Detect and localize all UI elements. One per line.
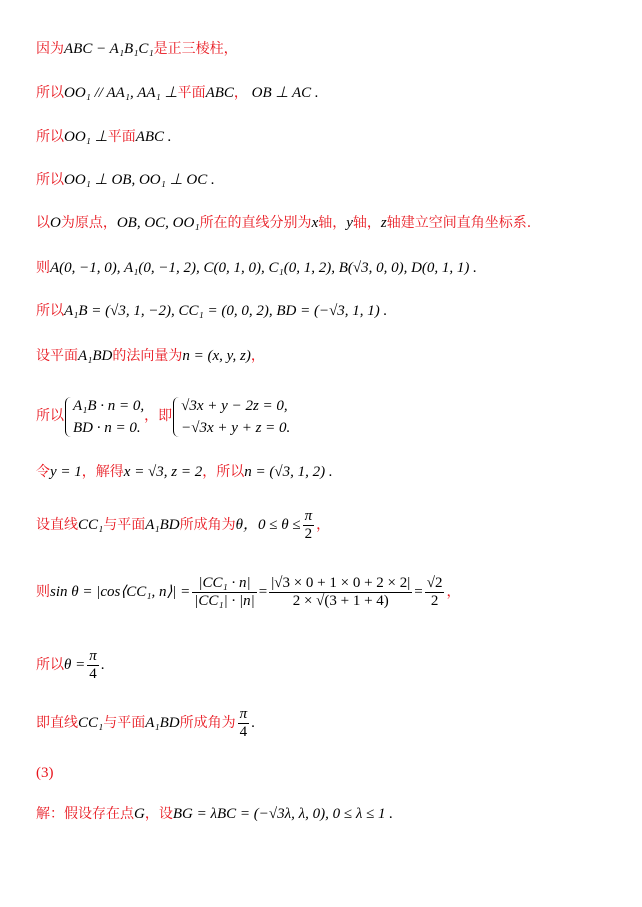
line-prism-statement bbox=[36, 40, 238, 58]
text: ，设 bbox=[144, 806, 173, 822]
numerator: |CC₁ · n| bbox=[192, 575, 256, 593]
text: 设平面 bbox=[36, 348, 78, 364]
text: ，解得 bbox=[81, 464, 124, 480]
line-sine-computation bbox=[36, 570, 460, 614]
math: CC₁ bbox=[78, 715, 104, 731]
math: A₁BD bbox=[78, 348, 113, 364]
equation: BD · n = 0. bbox=[73, 419, 141, 436]
numerator: π bbox=[304, 508, 313, 525]
text: 即直线 bbox=[36, 715, 78, 731]
math: A₁BD bbox=[145, 517, 180, 533]
fraction bbox=[192, 575, 256, 610]
math: sin θ = |cos⟨CC₁, n⟩| = bbox=[50, 584, 191, 600]
period: . bbox=[100, 657, 105, 673]
text: 所以 bbox=[36, 303, 64, 319]
text: 则 bbox=[36, 584, 50, 600]
denominator: 2 × √(3 + 1 + 4) bbox=[292, 593, 389, 610]
equation: √3x + y − 2z = 0, bbox=[181, 397, 288, 414]
math: x bbox=[311, 215, 319, 231]
fraction bbox=[269, 575, 412, 610]
text: 所在的直线分别为 bbox=[199, 215, 312, 231]
text: 与平面 bbox=[103, 517, 146, 533]
equals: = bbox=[258, 584, 268, 600]
line-vectors bbox=[36, 302, 387, 320]
math: A₁B = (√3, 1, −2), CC₁ = (0, 0, 2), BD = (−√3, 1, 1) . bbox=[64, 303, 388, 319]
text: 所成角为 bbox=[179, 517, 236, 533]
period: . bbox=[251, 715, 255, 731]
text: 平面 bbox=[107, 129, 136, 145]
text: 平面 bbox=[177, 85, 206, 101]
text: 所以 bbox=[36, 172, 64, 188]
math: OO₁ // AA₁, AA₁ ⊥ bbox=[64, 85, 178, 101]
line-coordinate-system bbox=[36, 214, 531, 232]
numerator: π bbox=[89, 648, 97, 665]
math: n = (x, y, z) bbox=[182, 348, 251, 364]
math: OB ⊥ AC . bbox=[251, 85, 319, 101]
math: z bbox=[380, 215, 387, 231]
equation-system-scalar bbox=[172, 395, 290, 439]
text: ，所以 bbox=[202, 464, 245, 480]
math: OO₁ ⊥ bbox=[64, 129, 108, 145]
math: OO₁ ⊥ OB, OO₁ ⊥ OC . bbox=[64, 172, 215, 188]
fraction bbox=[87, 648, 99, 683]
numerator: |√3 × 0 + 1 × 0 + 2 × 2| bbox=[271, 575, 411, 592]
text: 的法向量为 bbox=[112, 348, 183, 364]
text: 因为 bbox=[36, 41, 64, 57]
text: 所以 bbox=[36, 408, 64, 424]
text: 与平面 bbox=[103, 715, 146, 731]
numerator: π bbox=[239, 706, 248, 723]
line-theta-result bbox=[36, 646, 105, 684]
line-equation-systems bbox=[36, 392, 290, 440]
text: 轴建立空间直角坐标系. bbox=[386, 215, 532, 231]
equation: A₁B · n = 0, bbox=[73, 397, 145, 414]
text: 所以 bbox=[36, 129, 64, 145]
math: CC₁ bbox=[78, 517, 104, 533]
denominator: 4 bbox=[239, 724, 248, 741]
equation: −√3x + y + z = 0. bbox=[181, 419, 291, 436]
denominator: 2 bbox=[430, 593, 439, 610]
text: 以 bbox=[36, 215, 50, 231]
math: ABC . bbox=[135, 129, 172, 145]
denominator: 2 bbox=[304, 526, 313, 543]
line-angle-def bbox=[36, 506, 330, 544]
math: A(0, −1, 0), A₁(0, −1, 2), C(0, 1, 0), C₁(0, 1, 2), B(√3, 0, 0), D(0, 1, 1) . bbox=[50, 260, 477, 276]
math: ABC bbox=[205, 85, 234, 101]
line-solve-normal bbox=[36, 463, 333, 481]
text: 所以 bbox=[36, 657, 64, 673]
text: 所以 bbox=[36, 85, 64, 101]
math: n = (√3, 1, 2) . bbox=[244, 464, 333, 480]
line-parallel-perpendicular bbox=[36, 84, 319, 102]
fraction bbox=[303, 508, 315, 543]
line-normal-vector bbox=[36, 347, 265, 365]
line-part-3-label bbox=[36, 764, 54, 782]
line-oo1-perp-plane bbox=[36, 128, 172, 146]
text: ， bbox=[316, 517, 331, 533]
numerator: √2 bbox=[426, 575, 443, 592]
math: y bbox=[346, 215, 353, 231]
denominator: 4 bbox=[89, 666, 97, 683]
math: OB, OC, OO₁ bbox=[116, 215, 200, 231]
text: 设直线 bbox=[36, 517, 78, 533]
text: ， bbox=[233, 85, 248, 101]
text: 为原点， bbox=[60, 215, 117, 231]
text: ，即 bbox=[144, 408, 173, 424]
fraction bbox=[425, 575, 445, 610]
text: ， bbox=[446, 584, 461, 600]
math: O bbox=[50, 215, 61, 231]
text: ， bbox=[250, 348, 265, 364]
text: 则 bbox=[36, 260, 50, 276]
math: G bbox=[134, 806, 145, 822]
line-point-coordinates bbox=[36, 259, 477, 277]
text: 轴， bbox=[352, 215, 381, 231]
equation-system-vector bbox=[64, 395, 144, 439]
text: 所成角为 bbox=[179, 715, 236, 731]
math: θ = bbox=[64, 657, 86, 673]
math: ABC − A₁B₁C₁ bbox=[64, 41, 154, 57]
text: 轴， bbox=[318, 215, 347, 231]
denominator: |CC₁| · |n| bbox=[194, 593, 255, 610]
line-assume-point-g bbox=[36, 805, 393, 823]
text: 解：假设存在点 bbox=[36, 806, 134, 822]
math: BG = λBC = (−√3λ, λ, 0), 0 ≤ λ ≤ 1 . bbox=[172, 806, 394, 822]
line-oo1-perp-ob-oc bbox=[36, 171, 215, 189]
fraction bbox=[238, 706, 250, 741]
text: 是正三棱柱， bbox=[153, 41, 238, 57]
text: 令 bbox=[36, 464, 50, 480]
part-label: (3) bbox=[36, 765, 54, 781]
equals: = bbox=[414, 584, 423, 600]
math: x = √3, z = 2 bbox=[123, 464, 203, 480]
math: y = 1 bbox=[50, 464, 82, 480]
math: θ，0 ≤ θ ≤ bbox=[235, 517, 301, 533]
line-conclusion bbox=[36, 704, 255, 742]
math: A₁BD bbox=[145, 715, 180, 731]
